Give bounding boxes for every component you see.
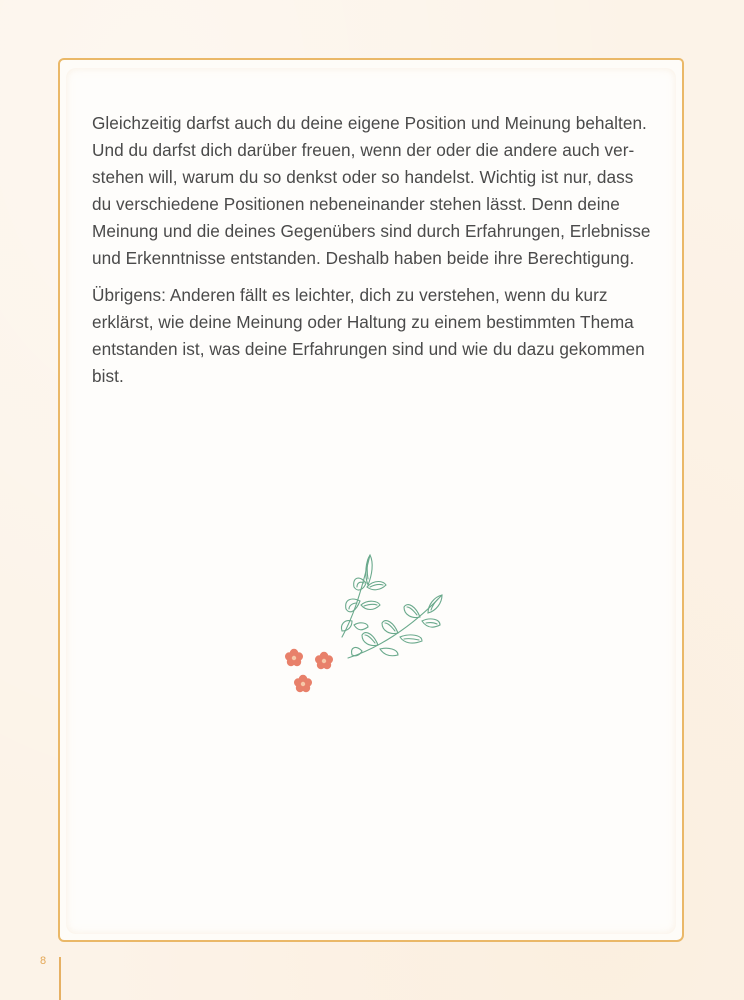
- text-line: Meinung und die deines Gegenübers sind durch Erfahrungen, Erlebnisse: [92, 221, 651, 241]
- body-text: [92, 110, 652, 400]
- text-line: entstanden ist, was deine Erfahrungen sind und wie du dazu gekommen: [92, 339, 645, 359]
- text-line: und Erkenntnisse entstanden. Deshalb haben beide ihre Berechtigung.: [92, 248, 635, 268]
- paragraph-2: [92, 282, 652, 390]
- page-number: 8: [40, 955, 47, 967]
- text-line: Übrigens: Anderen fällt es leichter, dich zu verstehen, wenn du kurz: [92, 285, 608, 305]
- text-line: bist.: [92, 366, 124, 386]
- text-line: du verschiedene Positionen nebeneinander stehen lässt. Denn deine: [92, 194, 620, 214]
- flower-icon: [294, 675, 312, 692]
- botanical-illustration: [280, 545, 450, 700]
- text-line: Gleichzeitig darfst auch du deine eigene Position und Meinung behalten.: [92, 113, 647, 133]
- text-line: Und du darfst dich darüber freuen, wenn der oder die andere auch ver-: [92, 140, 635, 160]
- text-line: erklärst, wie deine Meinung oder Haltung zu einem bestimmten Thema: [92, 312, 634, 332]
- page-number-rule: [59, 957, 61, 1000]
- flower-icon: [285, 649, 303, 666]
- paragraph-1: [92, 110, 652, 272]
- leaf-sprig-icon: [341, 555, 386, 637]
- text-line: stehen will, warum du so denkst oder so handelst. Wichtig ist nur, dass: [92, 167, 634, 187]
- flower-icon: [315, 652, 333, 669]
